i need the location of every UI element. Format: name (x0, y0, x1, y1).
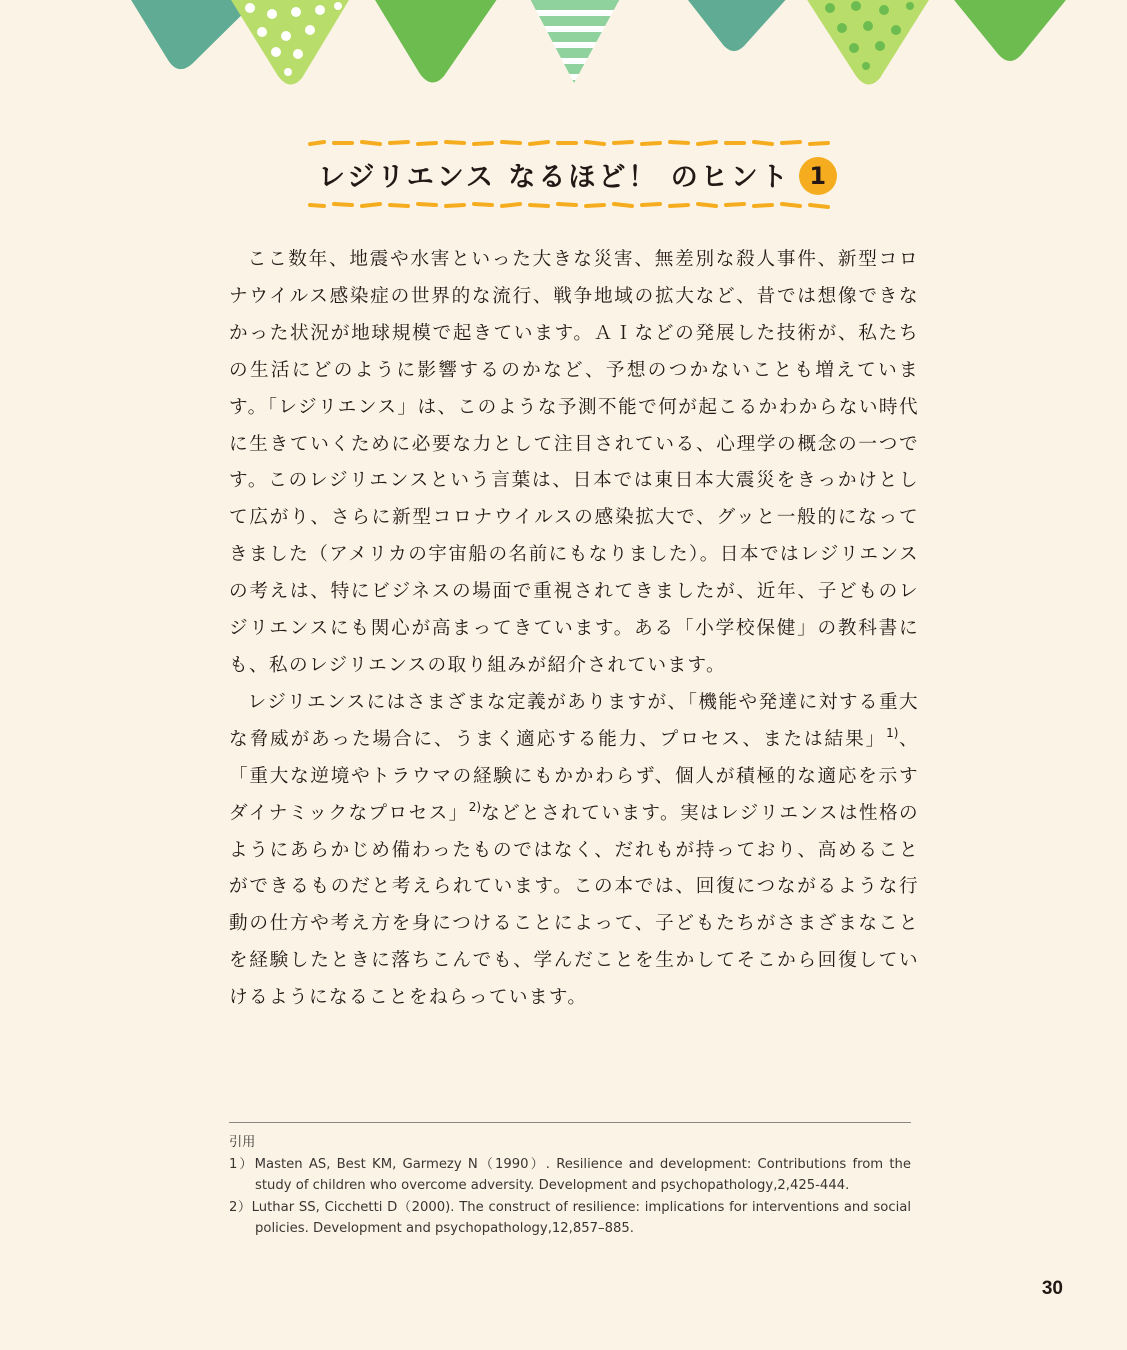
bunting-flag-teal-2 (684, 0, 790, 51)
reference-item-1: 1）Masten AS, Best KM, Garmezy N（1990）. Resilience and development: Contributions from the study of children who overcome adversity. Development and psychopathology,2,425-444. (229, 1156, 911, 1193)
footnote-ref-1: 1) (886, 725, 899, 740)
section-title-text: レジリエンス なるほど！ のヒント (318, 162, 791, 193)
section-title (318, 155, 837, 195)
paragraph-1: ここ数年、地震や水害といった大きな災害、無差別な殺人事件、新型コロナウイルス感染症の世界的な流行、戦争地域の拡大など、昔では想像できなかった状況が地球規模で起きています。ＡＩなどの発展した技術が、私たちの生活にどのように影響するのかなど、予想のつかないことも増えています。「レジリエンス」は、このような予測不能で何が起こるかわからない時代に生きていくために必要な力として注目されている、心理学の概念の一つです。このレジリエンスという言葉は、日本では東日本大震災をきっかけとして広がり、さらに新型コロナウイルスの感染拡大で、グッと一般的になってきました（アメリカの宇宙船の名前にもなりました）。日本ではレジリエンスの考えは、特にビジネスの場面で重視されてきましたが、近年、子どものレジリエンスにも関心が高まってきています。ある「小学校保健」の教科書にも、私のレジリエンスの取り組みが紹介されています。 (229, 249, 919, 676)
bunting-flag-green-2 (950, 0, 1070, 61)
section-title-block (300, 135, 840, 213)
bunting-decoration (0, 0, 1127, 100)
footnote-ref-2: 2) (468, 799, 482, 814)
paragraph-2 (229, 685, 919, 1017)
references-divider (229, 1122, 911, 1123)
paragraph-2-part-a: レジリエンスにはさまざまな定義がありますが、「機能や発達に対する重大な脅威があった場合に、うまく適応する能力、プロセス、または結果」 (229, 691, 919, 750)
references-heading: 引用 (229, 1135, 256, 1150)
paragraph-2-part-b: 、「重大な逆境やトラウマの経験にもかかわらず、個人が積極的な適応を示すダイナミックなプロセス」 (229, 728, 919, 824)
page-number: 30 (1041, 1278, 1063, 1299)
section-number-badge: 1 (799, 157, 837, 195)
reference-item-2: 2）Luthar SS, Cicchetti D（2000). The construct of resilience: implications for interventions and social policies. Development and psychopathology,12,857–885. (229, 1199, 911, 1236)
bunting-flag-striped (520, 0, 630, 90)
bunting-flag-green (372, 0, 500, 83)
references-section (229, 1132, 911, 1240)
paragraph-2-part-c: などとされています。実はレジリエンスは性格のようにあらかじめ備わったものではなく、だれもが持っており、高めることができるものだと考えられています。この本では、回復につながるような行動の仕方や考え方を身につけることによって、子どもたちがさまざまなことを経験したときに落ちこんでも、学んだことを生かしてそこから回復していけるようになることをねらっています。 (229, 802, 919, 1009)
body-text (229, 242, 919, 1017)
bunting-flag-lime-speckled (804, 0, 932, 85)
